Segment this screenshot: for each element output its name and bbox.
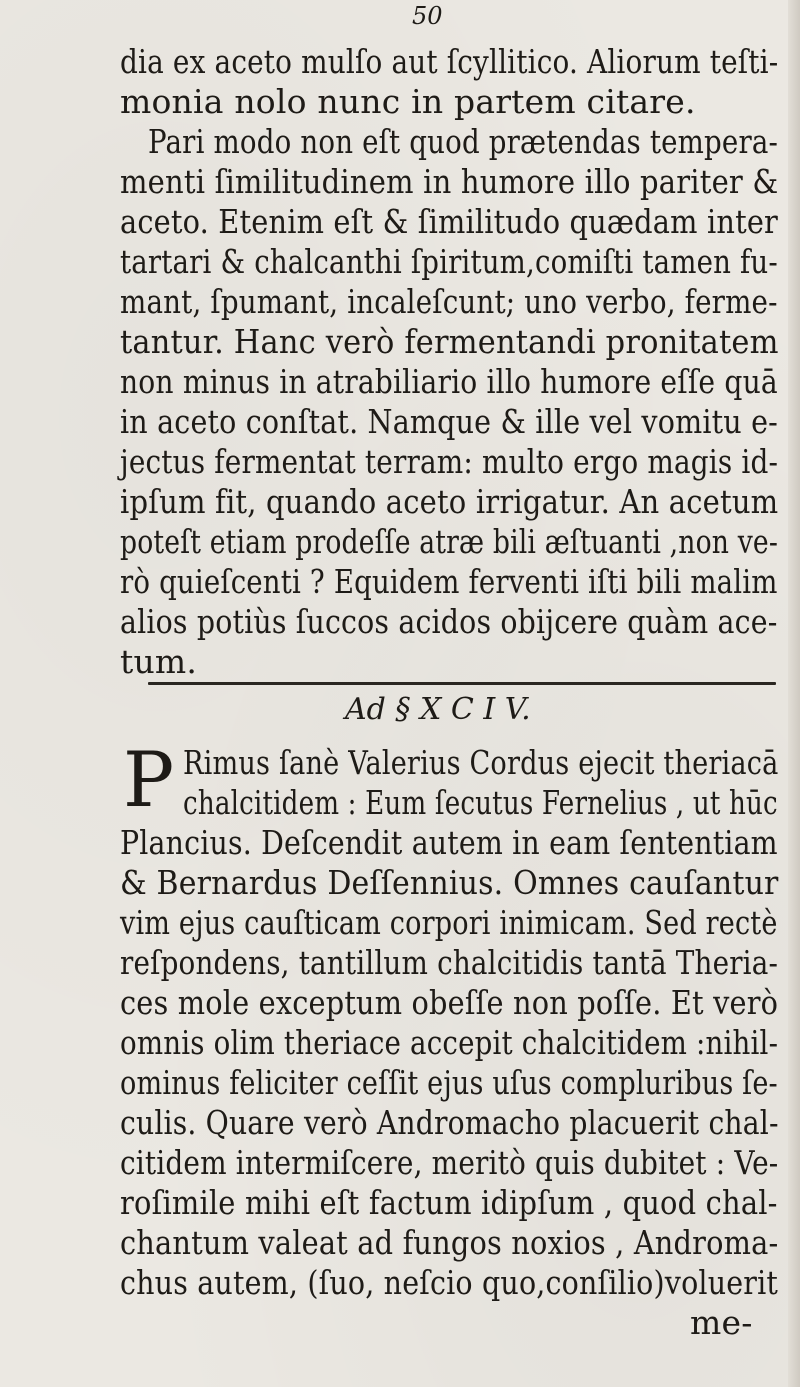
text-line: non minus in atrabiliario illo humore eſſe quā <box>120 362 778 401</box>
text-line: mant, ſpumant, incaleſcunt; uno verbo, ferme- <box>120 282 778 321</box>
text-line: ipſum fit, quando aceto irrigatur. An acetum <box>120 482 779 521</box>
text-line: chalcitidem : Eum ſecutus Fernelius , ut hūc <box>183 783 778 822</box>
text-line: ces mole exceptum obeſſe non poſſe. Et verò <box>120 983 779 1022</box>
text-line: poteſt etiam prodeſſe atræ bili æſtuanti ,non ve- <box>120 522 779 561</box>
section-divider <box>148 682 776 685</box>
text-line: jectus fermentat terram: multo ergo magis id- <box>120 442 779 481</box>
text-line: Pari modo non eſt quod prætendas tempera- <box>148 122 779 161</box>
text-line: omnis olim theriace accepit chalcitidem :nihil- <box>120 1023 779 1062</box>
text-line: & Bernardus Deſſennius. Omnes cauſantur <box>120 863 779 902</box>
page-edge <box>788 0 800 1387</box>
text-line: menti ſimilitudinem in humore illo pariter & <box>120 162 779 201</box>
text-line: tartari & chalcanthi ſpiritum,comiſti tamen fu- <box>120 242 778 281</box>
text-line: Rimus ſanè Valerius Cordus ejecit theriacā <box>183 743 779 782</box>
text-line: in aceto conſtat. Namque & ille vel vomitu e- <box>120 402 778 441</box>
section-heading: Ad § X C I V. <box>345 692 531 727</box>
text-line: aceto. Etenim eſt & ſimilitudo quædam inter <box>120 202 778 241</box>
text-line: alios potiùs ſuccos acidos obijcere quàm ace- <box>120 602 778 641</box>
page-number: 50 <box>412 2 443 30</box>
text-line: monia nolo nunc in partem citare. <box>120 82 696 121</box>
text-line: ominus feliciter ceſſit ejus uſus compluribus ſe- <box>120 1063 778 1102</box>
text-line: tum. <box>120 642 198 681</box>
text-line: culis. Quare verò Andromacho placuerit chal- <box>120 1103 779 1142</box>
text-line: rò quieſcenti ? Equidem ferventi iſti bili malim <box>120 562 778 601</box>
catchword: me- <box>690 1303 753 1342</box>
text-line: roſimile mihi eſt factum idipſum , quod chal- <box>120 1183 778 1222</box>
text-line: tantur. Hanc verò fermentandi pronitatem <box>120 322 779 361</box>
text-line: dia ex aceto mulſo aut ſcyllitico. Aliorum teſti- <box>120 42 779 81</box>
drop-cap: P <box>123 735 175 824</box>
text-line: Plancius. Deſcendit autem in eam ſententiam <box>120 823 778 862</box>
text-line: vim ejus cauſticam corpori inimicam. Sed rectè <box>120 903 778 942</box>
text-line: reſpondens, tantillum chalcitidis tantā Theria- <box>120 943 779 982</box>
text-line: chus autem, (ſuo, neſcio quo,conſilio)voluerit <box>120 1263 779 1302</box>
text-line: chantum valeat ad fungos noxios , Androma- <box>120 1223 779 1262</box>
text-line: citidem intermiſcere, meritò quis dubitet : Ve- <box>120 1143 779 1182</box>
